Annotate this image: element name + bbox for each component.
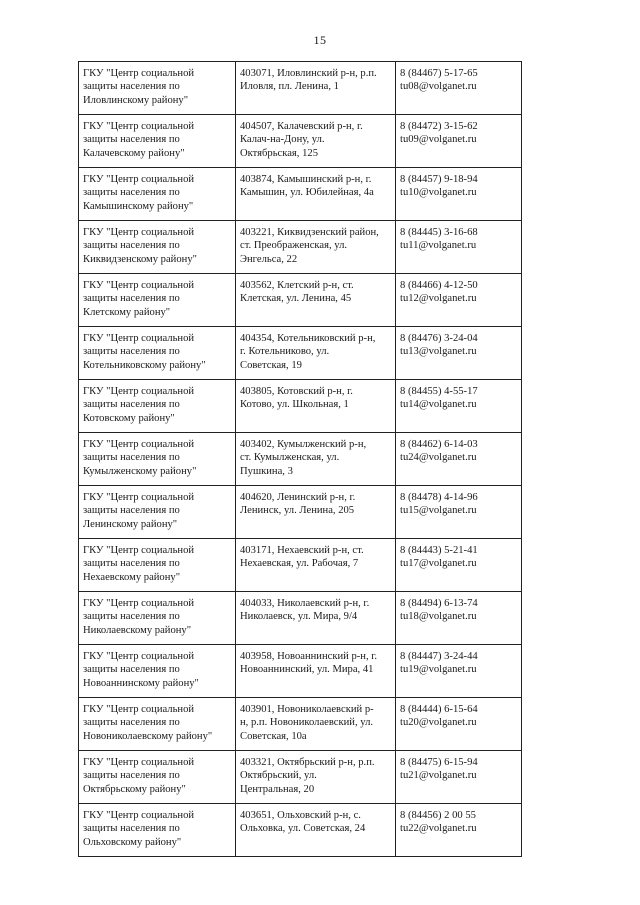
organization-name-cell xyxy=(79,115,236,168)
cell-line: Октябрьская, 125 xyxy=(240,147,318,159)
contact-cell xyxy=(396,592,522,645)
cell-line: Калач-на-Дону, ул. xyxy=(240,134,325,146)
cell-line: ст. Преображенская, ул. xyxy=(240,240,348,252)
table-row xyxy=(79,539,522,592)
contact-cell xyxy=(396,380,522,433)
contact-cell xyxy=(396,486,522,539)
cell-line: ГКУ "Центр социальной xyxy=(83,333,195,344)
cell-line: Клетскому району" xyxy=(83,306,171,318)
cell-line: ГКУ "Центр социальной xyxy=(83,227,195,238)
cell-line: Иловля, пл. Ленина, 1 xyxy=(240,81,339,93)
phone-number: 8 (84444) 6-15-64 xyxy=(400,704,478,715)
email-link[interactable]: tu12@volganet.ru xyxy=(400,293,477,305)
email-link[interactable]: tu11@volganet.ru xyxy=(400,240,477,252)
cell-line: Камышин, ул. Юбилейная, 4а xyxy=(240,187,374,199)
cell-line: г. Котельниково, ул. xyxy=(240,346,330,358)
cell-line: ГКУ "Центр социальной xyxy=(83,651,195,662)
cell-line: Иловлинскому району" xyxy=(83,94,189,106)
organization-name-cell xyxy=(79,168,236,221)
address-cell xyxy=(236,486,396,539)
cell-line: ГКУ "Центр социальной xyxy=(83,704,195,715)
cell-line: 403221, Киквидзенский район, xyxy=(240,227,379,238)
cell-line: 403874, Камышинский р-н, г. xyxy=(240,174,372,185)
cell-line: ст. Кумылженская, ул. xyxy=(240,452,340,464)
cell-line: 403402, Кумылженский р-н, xyxy=(240,439,367,450)
cell-line: Котельниковскому району" xyxy=(83,359,206,371)
phone-number: 8 (84455) 4-55-17 xyxy=(400,386,478,397)
phone-number: 8 (84472) 3-15-62 xyxy=(400,121,478,132)
cell-line: Киквидзенскому району" xyxy=(83,253,197,265)
cell-line: защиты населения по xyxy=(83,717,180,729)
cell-line: защиты населения по xyxy=(83,399,180,411)
cell-line: защиты населения по xyxy=(83,611,180,623)
cell-line: ГКУ "Центр социальной xyxy=(83,174,195,185)
phone-number: 8 (84466) 4-12-50 xyxy=(400,280,478,291)
email-link[interactable]: tu14@volganet.ru xyxy=(400,399,477,411)
address-cell xyxy=(236,62,396,115)
table-row xyxy=(79,327,522,380)
organization-name-cell xyxy=(79,698,236,751)
email-link[interactable]: tu19@volganet.ru xyxy=(400,664,477,676)
phone-number: 8 (84456) 2 00 55 xyxy=(400,810,476,821)
cell-line: Ольховскому району" xyxy=(83,836,182,848)
address-cell xyxy=(236,115,396,168)
address-cell xyxy=(236,645,396,698)
cell-line: Николаевск, ул. Мира, 9/4 xyxy=(240,611,358,623)
cell-line: Кумылженскому району" xyxy=(83,465,197,477)
organization-name-cell xyxy=(79,592,236,645)
phone-number: 8 (84475) 6-15-94 xyxy=(400,757,478,768)
cell-line: ГКУ "Центр социальной xyxy=(83,68,195,79)
cell-line: 404033, Николаевский р-н, г. xyxy=(240,598,370,609)
email-link[interactable]: tu13@volganet.ru xyxy=(400,346,477,358)
address-cell xyxy=(236,698,396,751)
table-row xyxy=(79,804,522,857)
cell-line: защиты населения по xyxy=(83,823,180,835)
address-cell xyxy=(236,539,396,592)
email-link[interactable]: tu22@volganet.ru xyxy=(400,823,477,835)
table-row xyxy=(79,698,522,751)
email-link[interactable]: tu24@volganet.ru xyxy=(400,452,477,464)
cell-line: Советская, 10а xyxy=(240,730,307,742)
contact-cell xyxy=(396,221,522,274)
cell-line: защиты населения по xyxy=(83,505,180,517)
phone-number: 8 (84457) 9-18-94 xyxy=(400,174,478,185)
phone-number: 8 (84494) 6-13-74 xyxy=(400,598,478,609)
email-link[interactable]: tu09@volganet.ru xyxy=(400,134,477,146)
phone-number: 8 (84476) 3-24-04 xyxy=(400,333,478,344)
table-row xyxy=(79,221,522,274)
organization-name-cell xyxy=(79,274,236,327)
cell-line: 403071, Иловлинский р-н, р.п. xyxy=(240,68,377,79)
email-link[interactable]: tu10@volganet.ru xyxy=(400,187,477,199)
email-link[interactable]: tu15@volganet.ru xyxy=(400,505,477,517)
table-row xyxy=(79,433,522,486)
cell-line: Нехаевская, ул. Рабочая, 7 xyxy=(240,558,359,570)
address-cell xyxy=(236,433,396,486)
cell-line: Центральная, 20 xyxy=(240,783,315,795)
organization-name-cell xyxy=(79,62,236,115)
email-link[interactable]: tu20@volganet.ru xyxy=(400,717,477,729)
cell-line: Клетская, ул. Ленина, 45 xyxy=(240,293,352,305)
table-row xyxy=(79,645,522,698)
table-row xyxy=(79,274,522,327)
contact-cell xyxy=(396,433,522,486)
cell-line: Ленинск, ул. Ленина, 205 xyxy=(240,505,355,517)
cell-line: Котово, ул. Школьная, 1 xyxy=(240,399,349,411)
cell-line: 403651, Ольховский р-н, с. xyxy=(240,810,361,821)
address-cell xyxy=(236,380,396,433)
phone-number: 8 (84467) 5-17-65 xyxy=(400,68,478,79)
cell-line: защиты населения по xyxy=(83,81,180,93)
contact-cell xyxy=(396,62,522,115)
cell-line: Октябрьский, ул. xyxy=(240,770,317,782)
address-cell xyxy=(236,804,396,857)
organization-name-cell xyxy=(79,327,236,380)
organization-name-cell xyxy=(79,433,236,486)
organization-name-cell xyxy=(79,645,236,698)
cell-line: ГКУ "Центр социальной xyxy=(83,757,195,768)
cell-line: Николаевскому району" xyxy=(83,624,192,636)
table-row xyxy=(79,62,522,115)
email-link[interactable]: tu08@volganet.ru xyxy=(400,81,477,93)
cell-line: ГКУ "Центр социальной xyxy=(83,810,195,821)
organization-name-cell xyxy=(79,539,236,592)
cell-line: Новоаннинский, ул. Мира, 41 xyxy=(240,664,374,676)
cell-line: ГКУ "Центр социальной xyxy=(83,121,195,132)
email-link[interactable]: tu18@volganet.ru xyxy=(400,611,477,623)
phone-number: 8 (84445) 3-16-68 xyxy=(400,227,478,238)
organization-name-cell xyxy=(79,751,236,804)
cell-line: ГКУ "Центр социальной xyxy=(83,280,195,291)
cell-line: 404620, Ленинский р-н, г. xyxy=(240,492,356,503)
address-cell xyxy=(236,592,396,645)
cell-line: Пушкина, 3 xyxy=(240,465,293,477)
cell-line: н, р.п. Новониколаевский, ул. xyxy=(240,717,374,729)
cell-line: 404354, Котельниковский р-н, xyxy=(240,333,376,344)
cell-line: защиты населения по xyxy=(83,770,180,782)
cell-line: ГКУ "Центр социальной xyxy=(83,545,195,556)
cell-line: 403321, Октябрьский р-н, р.п. xyxy=(240,757,375,768)
address-cell xyxy=(236,221,396,274)
cell-line: 403805, Котовский р-н, г. xyxy=(240,386,353,397)
table-row xyxy=(79,380,522,433)
cell-line: Энгельса, 22 xyxy=(240,253,298,265)
cell-line: Новониколаевскому району" xyxy=(83,730,213,742)
cell-line: защиты населения по xyxy=(83,293,180,305)
cell-line: 403901, Новониколаевский р- xyxy=(240,704,374,715)
phone-number: 8 (84462) 6-14-03 xyxy=(400,439,478,450)
address-cell xyxy=(236,168,396,221)
organization-name-cell xyxy=(79,486,236,539)
cell-line: ГКУ "Центр социальной xyxy=(83,598,195,609)
cell-line: ГКУ "Центр социальной xyxy=(83,439,195,450)
contact-cell xyxy=(396,698,522,751)
cell-line: Октябрьскому району" xyxy=(83,783,186,795)
organization-name-cell xyxy=(79,380,236,433)
address-cell xyxy=(236,327,396,380)
cell-line: 403562, Клетский р-н, ст. xyxy=(240,280,354,291)
table-row xyxy=(79,592,522,645)
cell-line: ГКУ "Центр социальной xyxy=(83,492,195,503)
contacts-table-body xyxy=(79,62,522,857)
cell-line: защиты населения по xyxy=(83,187,180,199)
contact-cell xyxy=(396,804,522,857)
cell-line: защиты населения по xyxy=(83,558,180,570)
contact-cell xyxy=(396,751,522,804)
contact-cell xyxy=(396,168,522,221)
address-cell xyxy=(236,274,396,327)
organization-name-cell xyxy=(79,804,236,857)
cell-line: Советская, 19 xyxy=(240,359,302,371)
cell-line: защиты населения по xyxy=(83,452,180,464)
table-row xyxy=(79,115,522,168)
contact-cell xyxy=(396,274,522,327)
cell-line: защиты населения по xyxy=(83,240,180,252)
cell-line: Новоаннинскому району" xyxy=(83,677,199,689)
table-row xyxy=(79,486,522,539)
table-row xyxy=(79,751,522,804)
cell-line: Нехаевскому району" xyxy=(83,571,181,583)
address-cell xyxy=(236,751,396,804)
cell-line: защиты населения по xyxy=(83,346,180,358)
email-link[interactable]: tu17@volganet.ru xyxy=(400,558,477,570)
cell-line: Ленинскому району" xyxy=(83,518,178,530)
phone-number: 8 (84447) 3-24-44 xyxy=(400,651,478,662)
cell-line: защиты населения по xyxy=(83,664,180,676)
cell-line: 404507, Калачевский р-н, г. xyxy=(240,121,363,132)
cell-line: Ольховка, ул. Советская, 24 xyxy=(240,823,366,835)
cell-line: Калачевскому району" xyxy=(83,147,185,159)
cell-line: ГКУ "Центр социальной xyxy=(83,386,195,397)
contact-cell xyxy=(396,327,522,380)
phone-number: 8 (84478) 4-14-96 xyxy=(400,492,478,503)
phone-number: 8 (84443) 5-21-41 xyxy=(400,545,478,556)
organization-name-cell xyxy=(79,221,236,274)
contact-cell xyxy=(396,539,522,592)
contact-cell xyxy=(396,645,522,698)
contacts-table xyxy=(78,61,522,857)
cell-line: 403171, Нехаевский р-н, ст. xyxy=(240,545,364,556)
cell-line: 403958, Новоаннинский р-н, г. xyxy=(240,651,378,662)
email-link[interactable]: tu21@volganet.ru xyxy=(400,770,477,782)
page-number: 15 xyxy=(313,33,327,47)
table-row xyxy=(79,168,522,221)
cell-line: Котовскому району" xyxy=(83,412,175,424)
contact-cell xyxy=(396,115,522,168)
cell-line: защиты населения по xyxy=(83,134,180,146)
cell-line: Камышинскому району" xyxy=(83,200,194,212)
